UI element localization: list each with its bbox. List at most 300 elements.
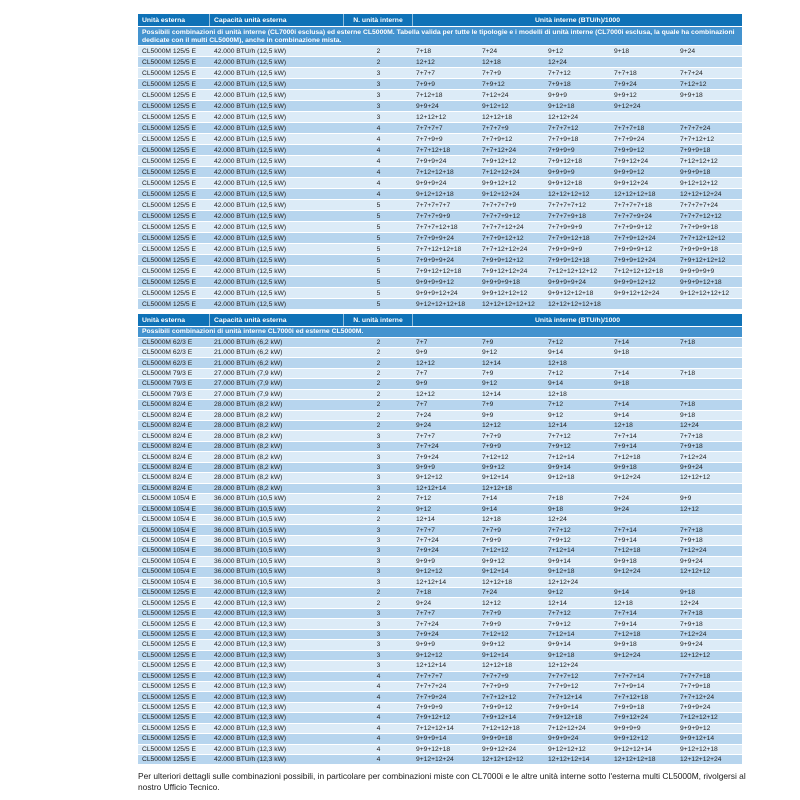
cell-capacity: 28.000 BTU/h (8,2 kW): [214, 484, 283, 492]
table-row: [138, 266, 742, 277]
cell-capacity: 21.000 BTU/h (6,2 kW): [214, 359, 283, 367]
cell-combo: 7+9+9+18: [680, 146, 711, 154]
cell-combo: 7+7+7: [416, 610, 435, 618]
cell-combo: 7+7+12+12: [680, 135, 715, 143]
cell-capacity: 42.000 BTU/h (12,3 kW): [214, 662, 287, 670]
cell-combo: 7+12+12+24: [548, 724, 586, 732]
cell-combo: 9+9+9+14: [416, 735, 447, 743]
cell-combo: 9+9+9: [548, 91, 567, 99]
table-row: [138, 222, 742, 233]
cell-combo: 7+7+7: [416, 432, 435, 440]
cell-combo: 9+12+12: [482, 102, 509, 110]
cell-combo: 7+12+12+14: [416, 724, 454, 732]
table-row: [138, 682, 742, 692]
cell-capacity: 36.000 BTU/h (10,5 kW): [214, 578, 287, 586]
cell-combo: 12+18: [482, 58, 501, 66]
cell-combo: 9+9+9+9+24: [548, 278, 586, 286]
cell-combo: [611, 358, 677, 367]
cell-combo: 7+9+24: [416, 630, 439, 638]
table-header-row: [138, 314, 742, 327]
cell-combo: 9+9+18: [614, 641, 637, 649]
cell-combo: 7+9+12: [548, 620, 571, 628]
cell-combo: 9+9+12: [482, 557, 505, 565]
cell-combo: 9+9: [680, 495, 692, 503]
cell-n-units: 3: [376, 91, 381, 99]
cell-combo: 9+24: [416, 599, 432, 607]
cell-combo: 9+12+24: [614, 102, 641, 110]
cell-capacity: 42.000 BTU/h (12,3 kW): [214, 724, 287, 732]
cell-n-units: 4: [376, 745, 381, 753]
cell-n-units: 5: [376, 201, 381, 209]
table-row: [138, 473, 742, 483]
cell-combo: 7+9+9+18: [614, 704, 645, 712]
cell-combo: 9+9+24: [680, 463, 703, 471]
cell-unit: CL5000M 125/5 E: [142, 683, 196, 691]
cell-unit: CL5000M 125/5 E: [142, 113, 196, 121]
cell-combo: 12+12+12+24: [680, 190, 722, 198]
cell-unit: CL5000M 125/5 E: [142, 651, 196, 659]
table-row: [138, 661, 742, 671]
cell-combo: 7+9+9: [482, 443, 501, 451]
cell-n-units: 3: [376, 630, 381, 638]
cell-combo: 7+7+9+24: [614, 135, 645, 143]
cell-combo: 12+12: [416, 58, 435, 66]
cell-combo: [677, 112, 742, 122]
cell-combo: 7+7+7+7: [416, 672, 443, 680]
cell-combo: 12+12+18: [482, 662, 513, 670]
cell-combo: 7+9+14: [614, 443, 637, 451]
cell-combo: 12+12+24: [548, 113, 579, 121]
cell-unit: CL5000M 125/5 E: [142, 91, 196, 99]
cell-combo: 7+7+12+18: [614, 693, 649, 701]
cell-combo: 12+12+12+24: [680, 756, 722, 764]
cell-unit: CL5000M 125/5 E: [142, 756, 196, 764]
cell-unit: CL5000M 125/5 E: [142, 146, 196, 154]
table-row: [138, 400, 742, 410]
table-row: [138, 672, 742, 682]
cell-unit: CL5000M 125/5 E: [142, 234, 196, 242]
cell-combo: 7+12+14: [548, 453, 575, 461]
cell-unit: CL5000M 125/5 E: [142, 245, 196, 253]
cell-combo: 7+12+12: [482, 547, 509, 555]
cell-combo: 7+18: [680, 370, 696, 378]
cell-combo: 9+12+14: [482, 568, 509, 576]
cell-combo: 9+9: [416, 380, 428, 388]
cell-combo: 12+12+12+12: [548, 190, 590, 198]
cell-combo: 9+9+12+24: [614, 179, 649, 187]
cell-combo: [677, 101, 742, 111]
cell-combo: 9+9+12+12: [482, 179, 517, 187]
cell-combo: 7+7: [416, 338, 428, 346]
table-row: [138, 348, 742, 358]
table-row: [138, 79, 742, 90]
cell-combo: 7+7+7+12+24: [482, 223, 524, 231]
cell-combo: 7+7+9+9: [416, 135, 443, 143]
table-row: [138, 68, 742, 79]
cell-n-units: 2: [376, 349, 381, 357]
cell-combo: 7+9+12+24: [614, 157, 649, 165]
cell-combo: 12+12+12: [680, 568, 711, 576]
cell-unit: CL5000M 82/4 E: [142, 463, 193, 471]
cell-unit: CL5000M 125/5 E: [142, 672, 196, 680]
cell-combo: 9+12+18: [548, 102, 575, 110]
table-row: [138, 713, 742, 723]
cell-combo: 9+18: [614, 349, 630, 357]
cell-combo: 9+9+9: [416, 557, 435, 565]
cell-combo: 9+12+14: [482, 474, 509, 482]
cell-combo: 7+9+18: [548, 80, 571, 88]
cell-combo: [677, 358, 742, 367]
cell-combo: 7+18: [416, 47, 432, 55]
cell-combo: 9+9+12+12+12: [482, 289, 528, 297]
cell-combo: 9+12+12+24: [416, 756, 454, 764]
table-row: [138, 178, 742, 189]
cell-combo: 7+7+7+24: [416, 683, 447, 691]
table-row: [138, 640, 742, 650]
cell-combo: 7+9+12: [548, 537, 571, 545]
cell-combo: 9+9+9+9+18: [482, 278, 520, 286]
col-header-n-unita-interne: N. unità interne: [344, 14, 413, 26]
cell-combo: 9+18: [614, 47, 630, 55]
cell-combo: 12+12: [416, 359, 435, 367]
cell-combo: 7+7+12+12+12: [680, 234, 726, 242]
cell-combo: 12+12: [680, 505, 699, 513]
table-row: [138, 734, 742, 744]
cell-capacity: 28.000 BTU/h (8,2 kW): [214, 443, 283, 451]
cell-combo: 7+9+9+12: [614, 146, 645, 154]
cell-combo: 9+9+9+12: [680, 724, 711, 732]
cell-combo: 7+7+9+9+24: [416, 234, 454, 242]
cell-combo: 9+9+14: [548, 463, 571, 471]
cell-unit: CL5000M 105/4 E: [142, 537, 196, 545]
table-row: [138, 755, 742, 765]
cell-n-units: 2: [376, 370, 381, 378]
cell-capacity: 36.000 BTU/h (10,5 kW): [214, 537, 287, 545]
cell-unit: CL5000M 125/5 E: [142, 630, 196, 638]
cell-combo: 9+18: [680, 411, 696, 419]
cell-combo: 7+9+9+12+18: [548, 256, 590, 264]
cell-unit: CL5000M 105/4 E: [142, 505, 196, 513]
cell-combo: 12+14: [482, 390, 501, 398]
cell-combo: 12+18: [482, 516, 501, 524]
cell-n-units: 3: [376, 537, 381, 545]
cell-unit: CL5000M 105/4 E: [142, 578, 196, 586]
cell-n-units: 3: [376, 557, 381, 565]
cell-n-units: 2: [376, 599, 381, 607]
cell-n-units: 5: [376, 289, 381, 297]
cell-combo: 7+7+7+7+12: [548, 201, 586, 209]
table-row: [138, 431, 742, 441]
cell-capacity: 42.000 BTU/h (12,5 kW): [214, 69, 287, 77]
cell-capacity: 42.000 BTU/h (12,3 kW): [214, 693, 287, 701]
cell-combo: 9+9+9+12+12: [614, 278, 656, 286]
cell-combo: 7+7+12: [548, 69, 571, 77]
cell-combo: 7+12: [548, 370, 564, 378]
cell-combo: 7+7+12+12+24: [482, 245, 528, 253]
table-row: [138, 90, 742, 101]
cell-n-units: 5: [376, 278, 381, 286]
cell-combo: 7+9+18: [680, 443, 703, 451]
cell-combo: [611, 299, 677, 309]
cell-combo: 7+14: [614, 370, 630, 378]
cell-combo: 7+9+24: [416, 453, 439, 461]
cell-combo: 7+12+18: [416, 91, 443, 99]
cell-combo: 7+7+24: [416, 537, 439, 545]
cell-combo: 7+7+9+18: [548, 135, 579, 143]
cell-combo: 12+18: [614, 422, 633, 430]
cell-capacity: 42.000 BTU/h (12,5 kW): [214, 223, 287, 231]
cell-unit: CL5000M 125/5 E: [142, 278, 196, 286]
cell-n-units: 4: [376, 179, 381, 187]
cell-combo: 9+9+18: [680, 91, 703, 99]
cell-combo: 7+7+12+24: [680, 693, 715, 701]
cell-combo: 9+14: [614, 589, 630, 597]
cell-unit: CL5000M 82/4 E: [142, 484, 193, 492]
cell-combo: 9+12+12+12+18: [416, 300, 466, 308]
cell-n-units: 2: [376, 411, 381, 419]
cell-combo: 7+7+9+9: [482, 683, 509, 691]
cell-combo: 9+12+12: [416, 568, 443, 576]
cell-combo: 9+9: [482, 411, 494, 419]
cell-n-units: 3: [376, 463, 381, 471]
cell-combo: [611, 484, 677, 493]
cell-combo: 12+24: [548, 516, 567, 524]
cell-unit: CL5000M 82/4 E: [142, 411, 193, 419]
cell-combo: 7+7+12+12+18: [416, 245, 462, 253]
cell-combo: [611, 57, 677, 67]
cell-combo: 9+9+18: [614, 463, 637, 471]
table-row: [138, 484, 742, 494]
col-header-unita-esterna: Unità esterna: [138, 314, 210, 326]
cell-combo: 12+24: [680, 422, 699, 430]
cell-combo: 12+12+18: [482, 578, 513, 586]
cell-capacity: 27.000 BTU/h (7,9 kW): [214, 390, 283, 398]
cell-capacity: 42.000 BTU/h (12,3 kW): [214, 704, 287, 712]
table-note: Possibili combinazioni di unità interne (CL7000i esclusa) ed esterne CL5000M. Tabella valida per tutte le tipologie e i modelli di unità interne (CL7000i esclusa, la quale ha combinazioni dedicate con il multi CL5000M), anche in combinazione mista.: [138, 27, 742, 46]
cell-combo: 7+9+18: [680, 620, 703, 628]
cell-combo: 9+9+24: [680, 641, 703, 649]
cell-combo: 7+12+24: [482, 91, 509, 99]
cell-n-units: 2: [376, 338, 381, 346]
cell-combo: 7+7+18: [614, 69, 637, 77]
cell-n-units: 3: [376, 443, 381, 451]
table-row: [138, 724, 742, 734]
cell-combo: 7+12+18: [614, 453, 641, 461]
cell-combo: 12+18: [548, 390, 567, 398]
cell-combo: 7+18: [680, 401, 696, 409]
cell-n-units: 4: [376, 693, 381, 701]
cell-n-units: 4: [376, 724, 381, 732]
cell-n-units: 3: [376, 474, 381, 482]
cell-combo: 7+9+9+9: [416, 704, 443, 712]
cell-n-units: 5: [376, 256, 381, 264]
cell-combo: 9+9+12+12: [614, 735, 649, 743]
cell-combo: 7+9+9+9+18: [680, 245, 718, 253]
cell-combo: 9+12+12+14: [614, 745, 652, 753]
cell-combo: 12+12+12+18: [614, 756, 656, 764]
cell-combo: 7+7+9: [482, 526, 501, 534]
cell-combo: 7+7+9: [482, 69, 501, 77]
cell-combo: 7+24: [482, 589, 498, 597]
cell-combo: [611, 112, 677, 122]
cell-combo: [677, 390, 742, 399]
cell-combo: 9+9+18: [614, 557, 637, 565]
cell-combo: 9+9+12: [614, 91, 637, 99]
cell-combo: 9+9+12+14: [680, 735, 715, 743]
cell-combo: 7+9+24: [614, 80, 637, 88]
table-row: [138, 101, 742, 112]
cell-unit: CL5000M 125/5 E: [142, 124, 196, 132]
cell-combo: 9+12+12+24: [482, 190, 520, 198]
table-row: [138, 578, 742, 588]
cell-combo: 7+9+12+12+18: [416, 267, 462, 275]
cell-combo: 7+12+18: [614, 547, 641, 555]
cell-combo: 12+12+24: [548, 662, 579, 670]
cell-combo: 9+9+12+12+24: [614, 289, 660, 297]
cell-combo: 7+7+7+7+18: [614, 201, 652, 209]
cell-capacity: 42.000 BTU/h (12,3 kW): [214, 620, 287, 628]
cell-combo: 9+14: [482, 505, 498, 513]
table-header-row: [138, 14, 742, 27]
cell-combo: 7+12+12+12: [680, 714, 718, 722]
cell-combo: 7+14: [482, 495, 498, 503]
cell-combo: 9+9+14: [548, 557, 571, 565]
cell-capacity: 28.000 BTU/h (8,2 kW): [214, 463, 283, 471]
cell-capacity: 28.000 BTU/h (8,2 kW): [214, 401, 283, 409]
cell-combo: 9+24: [680, 47, 696, 55]
cell-combo: 12+12+12+12+18: [548, 300, 601, 308]
cell-unit: CL5000M 82/4 E: [142, 401, 193, 409]
cell-combo: 7+9+9+12+24: [614, 256, 656, 264]
cell-combo: 7+18: [548, 495, 564, 503]
cell-combo: 7+12+12: [482, 630, 509, 638]
cell-n-units: 3: [376, 102, 381, 110]
cell-combo: 9+14: [548, 380, 564, 388]
table-row: [138, 609, 742, 619]
cell-combo: 12+18: [548, 359, 567, 367]
cell-capacity: 42.000 BTU/h (12,3 kW): [214, 589, 287, 597]
cell-unit: CL5000M 125/5 E: [142, 735, 196, 743]
cell-unit: CL5000M 62/3 E: [142, 349, 193, 357]
cell-combo: 7+7+9+12+18: [548, 234, 590, 242]
cell-combo: 7+7+9: [482, 610, 501, 618]
cell-combo: 9+18: [548, 505, 564, 513]
table-row: [138, 338, 742, 348]
cell-combo: 7+7: [416, 401, 428, 409]
cell-capacity: 42.000 BTU/h (12,5 kW): [214, 58, 287, 66]
cell-combo: 7+7+12: [548, 432, 571, 440]
cell-unit: CL5000M 125/5 E: [142, 589, 196, 597]
cell-n-units: 2: [376, 516, 381, 524]
cell-unit: CL5000M 82/4 E: [142, 474, 193, 482]
cell-combo: 9+9+9+9: [614, 724, 641, 732]
cell-combo: 9+12+12+12+12: [680, 289, 730, 297]
cell-capacity: 28.000 BTU/h (8,2 kW): [214, 432, 283, 440]
cell-capacity: 42.000 BTU/h (12,5 kW): [214, 245, 287, 253]
cell-combo: 7+7+7+7+7: [416, 201, 451, 209]
cell-unit: CL5000M 125/5 E: [142, 69, 196, 77]
cell-combo: 7+24: [482, 47, 498, 55]
col-header-n-unita-interne: N. unità interne: [344, 314, 413, 326]
cell-combo: 7+7+7+7+24: [680, 201, 718, 209]
cell-combo: 12+12+12+12: [482, 756, 524, 764]
table-row: [138, 233, 742, 244]
cell-combo: 7+9+9+12+12: [482, 256, 524, 264]
cell-combo: 7+14: [614, 338, 630, 346]
cell-unit: CL5000M 125/5 E: [142, 168, 196, 176]
table-row: [138, 630, 742, 640]
table-row: [138, 619, 742, 629]
cell-combo: 7+9+9+9+9: [548, 245, 583, 253]
cell-n-units: 4: [376, 135, 381, 143]
table-row: [138, 505, 742, 515]
cell-n-units: 2: [376, 58, 381, 66]
cell-unit: CL5000M 105/4 E: [142, 557, 196, 565]
cell-combo: 7+7+12+24: [482, 146, 517, 154]
cell-combo: 9+12: [548, 411, 564, 419]
cell-combo: 9+12+24: [614, 651, 641, 659]
cell-capacity: 28.000 BTU/h (8,2 kW): [214, 411, 283, 419]
cell-capacity: 42.000 BTU/h (12,5 kW): [214, 267, 287, 275]
cell-n-units: 2: [376, 505, 381, 513]
table-row: [138, 277, 742, 288]
cell-capacity: 42.000 BTU/h (12,3 kW): [214, 745, 287, 753]
cell-capacity: 42.000 BTU/h (12,5 kW): [214, 278, 287, 286]
cell-combo: 7+12+12+18: [416, 168, 454, 176]
cell-combo: 7+12: [416, 495, 432, 503]
cell-combo: [545, 484, 611, 493]
cell-capacity: 42.000 BTU/h (12,5 kW): [214, 190, 287, 198]
cell-combo: 9+12+12+12: [548, 745, 586, 753]
table-row: [138, 745, 742, 755]
cell-n-units: 3: [376, 610, 381, 618]
cell-combo: 9+9+14: [548, 641, 571, 649]
cell-combo: 12+12+24: [548, 578, 579, 586]
cell-combo: 9+12+18: [548, 568, 575, 576]
cell-capacity: 42.000 BTU/h (12,5 kW): [214, 146, 287, 154]
table-row: [138, 546, 742, 556]
table-row: [138, 703, 742, 713]
cell-combo: 7+7+7+12+18: [416, 223, 458, 231]
cell-combo: 7+9+9+9: [548, 146, 575, 154]
table-row: [138, 112, 742, 123]
cell-n-units: 5: [376, 245, 381, 253]
cell-capacity: 21.000 BTU/h (6,2 kW): [214, 349, 283, 357]
cell-capacity: 42.000 BTU/h (12,5 kW): [214, 289, 287, 297]
cell-combo: 9+18: [614, 380, 630, 388]
cell-n-units: 3: [376, 113, 381, 121]
cell-capacity: 36.000 BTU/h (10,5 kW): [214, 526, 287, 534]
cell-n-units: 3: [376, 484, 381, 492]
col-header-capacita: Capacità unità esterna: [210, 314, 344, 326]
cell-combo: 12+18: [614, 599, 633, 607]
cell-unit: CL5000M 125/5 E: [142, 610, 196, 618]
cell-combo: 9+9+9+9+12: [416, 278, 454, 286]
cell-combo: 9+9+24: [416, 102, 439, 110]
cell-n-units: 3: [376, 578, 381, 586]
cell-unit: CL5000M 62/3 E: [142, 359, 193, 367]
cell-combo: 7+7+12: [548, 610, 571, 618]
cell-n-units: 4: [376, 157, 381, 165]
cell-combo: [677, 348, 742, 357]
cell-combo: 12+12: [416, 390, 435, 398]
table-row: [138, 288, 742, 299]
cell-n-units: 3: [376, 641, 381, 649]
cell-combo: 7+12: [548, 338, 564, 346]
table-row: [138, 299, 742, 310]
col-header-unita-interne: Unità interne (BTU/h)/1000: [535, 16, 620, 24]
table-row: [138, 379, 742, 389]
